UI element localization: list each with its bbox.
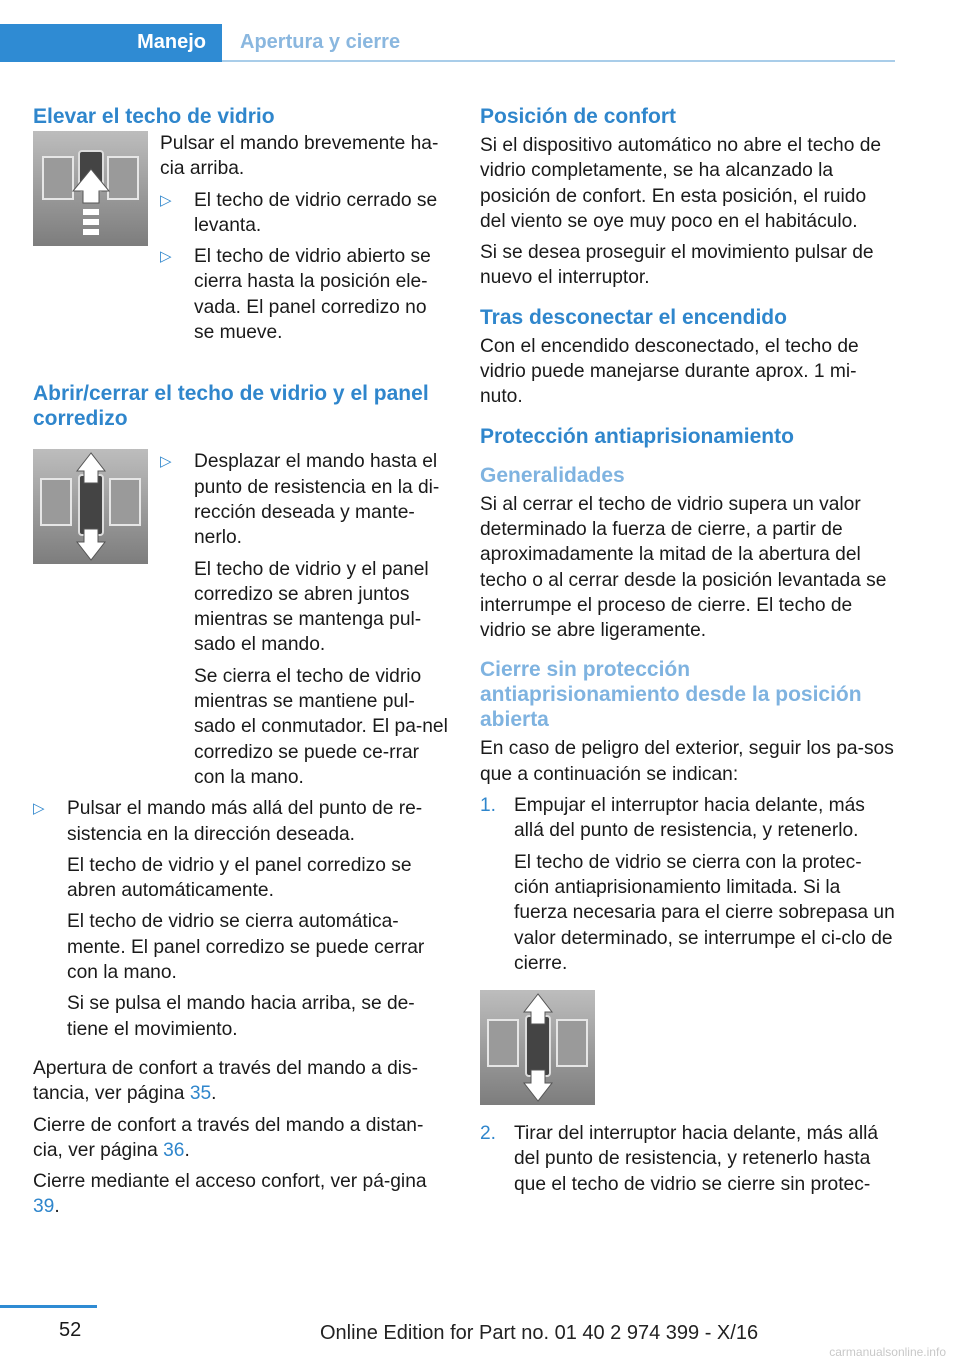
list-item <box>160 244 448 345</box>
subsection-title: Apertura y cierre <box>240 31 401 53</box>
abrir-b2-p2: El techo de vidrio y el panel corredizo se abren automáticamente. <box>67 854 412 902</box>
confort-p2: Si se desea proseguir el movimiento pulsar de nuevo el interruptor. <box>480 242 874 289</box>
confort-p1: Si el dispositivo automático no abre el techo de vidrio completamente, se ha alcanzado la posición de confort. En esta posición, el ruido del viento se oye muy poco en el habitáculo. <box>480 135 882 232</box>
ref-acceso-confort: Cierre mediante el acceso confort, ver pá‐gina 39. <box>33 1171 427 1218</box>
generalidades-p: Si al cerrar el techo de vidrio supera un valor determinado la fuerza de cierre, a partir de aproximadamente la mitad de la abertura del techo o al cerrar desde la posición levantada se interrumpe el proceso de cierre. El techo de vidrio se abre ligeramente. <box>480 493 887 642</box>
abrir-b2-p3: El techo de vidrio se cierra automática‐mente. El panel corredizo se puede cerrar con la mano. <box>67 911 425 984</box>
triangle-right-icon: ▷ <box>160 191 172 209</box>
abrir-b2-p1: Pulsar el mando más allá del punto de re‐sistencia en la dirección deseada. <box>67 798 423 845</box>
triangle-right-icon: ▷ <box>160 248 172 266</box>
section-tab <box>0 24 222 62</box>
triangle-right-icon: ▷ <box>33 800 45 818</box>
heading-cierre-sin-proteccion: Cierre sin protección antiaprisionamiento desde la posición abierta <box>480 658 862 732</box>
elevar-text <box>160 131 448 345</box>
page-number: 52 <box>59 1319 82 1341</box>
header-rule <box>222 60 895 62</box>
list-item-text: El techo de vidrio cerrado se levanta. <box>194 189 438 236</box>
heading-proteccion: Protección antiaprisionamiento <box>480 424 794 448</box>
heading-posicion-confort: Posición de confort <box>480 105 677 128</box>
list-item <box>160 188 448 239</box>
footer-rule <box>0 1305 97 1308</box>
abrir-b1-p2: El techo de vidrio y el panel corredizo se abren juntos mientras se mantenga pul‐sado el mando. <box>194 558 429 656</box>
page-header <box>0 0 895 62</box>
figure-row-abrir <box>33 449 448 790</box>
heading-tras-desconectar: Tras desconectar el encendido <box>480 305 787 329</box>
ref-cierre-confort: Cierre de confort a través del mando a distan‐cia, ver página 36. <box>33 1114 424 1161</box>
switch-pull-figure <box>480 990 595 1105</box>
step-item <box>480 793 895 976</box>
step1-p2: El techo de vidrio se cierra con la protec‐ción antiaprisionamiento limitada. Si la fuerza necesaria para el cierre sobrepasa un valor determinado, se interrumpe el ci‐clo de cierre. <box>514 851 895 974</box>
step-number: 1. <box>480 795 497 817</box>
abrir-b1 <box>160 449 448 790</box>
page-link-36[interactable]: 36 <box>163 1139 185 1161</box>
step-item <box>480 1121 895 1197</box>
list-item <box>160 449 448 790</box>
switch-push-up-figure <box>33 131 148 246</box>
ref-apertura-confort: Apertura de confort a través del mando a dis‐tancia, ver página 35. <box>33 1057 419 1105</box>
edition-text: Online Edition for Part no. 01 40 2 974 399 - X/16 <box>320 1322 759 1344</box>
tras-p: Con el encendido desconectado, el techo de vidrio puede manejarse durante aprox. 1 mi‐nuto. <box>480 335 859 408</box>
cierre-p: En caso de peligro del exterior, seguir los pa‐sos que a continuación se indican: <box>480 738 894 785</box>
left-column <box>33 104 448 1220</box>
abrir-b1-p3: Se cierra el techo de vidrio mientras se mantiene pul‐sado el conmutador. El pa‐nel corredizo se puede ce‐rrar con la mano. <box>194 665 448 788</box>
section-title: Manejo <box>137 31 206 53</box>
triangle-right-icon: ▷ <box>160 453 172 471</box>
right-column <box>480 104 895 1197</box>
abrir-b2-p4: Si se pulsa el mando hacia arriba, se de‐tiene el movimiento. <box>67 993 415 1040</box>
page-link-35[interactable]: 35 <box>189 1083 212 1105</box>
step-number: 2. <box>480 1123 497 1145</box>
list-item-text: El techo de vidrio abierto se cierra hasta la posición ele‐vada. El panel corredizo no se mueve. <box>194 246 431 344</box>
elevar-intro: Pulsar el mando brevemente ha‐cia arriba. <box>160 133 439 180</box>
page-link-39[interactable]: 39 <box>33 1196 55 1218</box>
abrir-b1-p1: Desplazar el mando hasta el punto de resistencia en la di‐rección deseada y mante‐nerlo. <box>194 451 440 549</box>
list-item <box>33 796 448 1042</box>
switch-up-down-figure <box>33 449 148 564</box>
step1-p1: Empujar el interruptor hacia delante, más allá del punto de resistencia, y retenerlo. <box>514 795 865 842</box>
watermark: carmanualsonline.info <box>829 1345 946 1359</box>
figure-row-elevar <box>33 131 448 345</box>
heading-elevar: Elevar el techo de vidrio <box>33 105 275 128</box>
step2-p1: Tirar del interruptor hacia delante, más allá del punto de resistencia, y retenerlo hasta que el techo de vidrio se cierre sin protec‐ <box>514 1123 879 1195</box>
heading-generalidades: Generalidades <box>480 463 625 487</box>
heading-abrir-cerrar: Abrir/cerrar el techo de vidrio y el panel corredizo <box>33 382 429 431</box>
